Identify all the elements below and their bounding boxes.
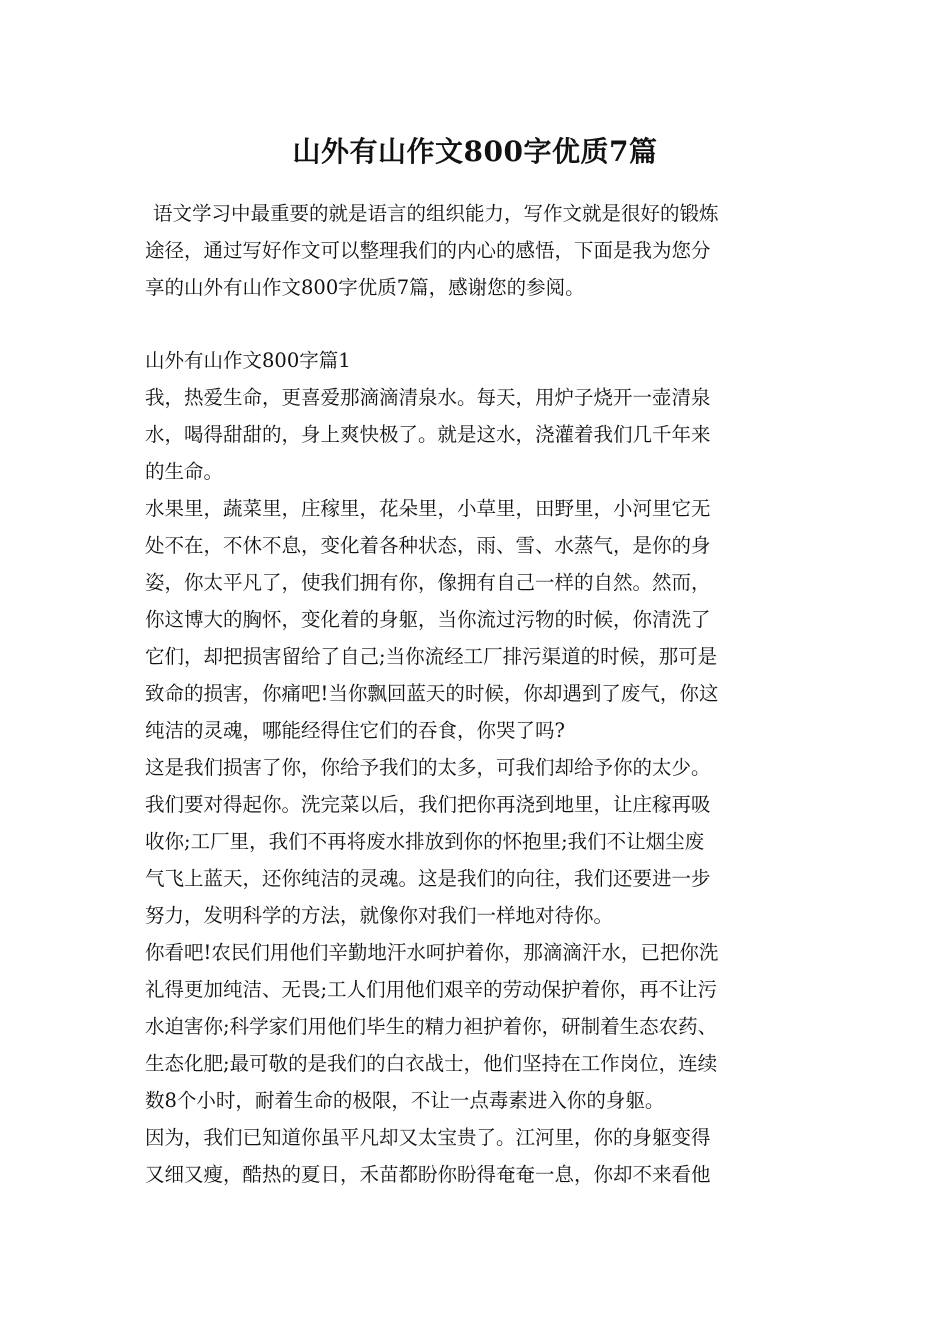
body-line: 生态化肥;最可敬的是我们的白衣战士，他们坚持在工作岗位，连续 xyxy=(145,1052,718,1075)
body-line: 收你;工厂里，我们不再将废水排放到你的怀抱里;我们不让烟尘废 xyxy=(145,830,705,853)
body-line: 它们，却把损害留给了自己;当你流经工厂排污渠道的时候，那可是 xyxy=(145,645,718,668)
body-line: 姿，你太平凡了，使我们拥有你，像拥有自己一样的自然。然而， xyxy=(145,571,711,594)
body-line: 这是我们损害了你，你给予我们的太多，可我们却给予你的太少。 xyxy=(145,756,711,779)
body-line: 你看吧!农民们用他们辛勤地汗水呵护着你，那滴滴汗水，已把你洗 xyxy=(145,941,719,964)
body-line: 因为，我们已知道你虽平凡却又太宝贵了。江河里，你的身躯变得 xyxy=(145,1126,711,1149)
intro-line: 途径，通过写好作文可以整理我们的内心的感悟，下面是我为您分 xyxy=(145,239,711,262)
section-heading: 山外有山作文800字篇1 xyxy=(145,349,351,372)
body-line: 水迫害你;科学家们用他们毕生的精力袒护着你，研制着生态农药、 xyxy=(145,1015,718,1038)
body-line: 又细又瘦，酷热的夏日，禾苗都盼你盼得奄奄一息，你却不来看他 xyxy=(145,1163,711,1186)
body-line: 气飞上蓝天，还你纯洁的灵魂。这是我们的向往，我们还要进一步 xyxy=(145,867,711,890)
essay-section xyxy=(145,342,810,1193)
body-line: 致命的损害，你痛吧!当你飘回蓝天的时候，你却遇到了废气，你这 xyxy=(145,682,719,705)
body-line: 的生命。 xyxy=(145,460,224,483)
intro-line: 享的山外有山作文800字优质7篇，感谢您的参阅。 xyxy=(145,276,585,299)
intro-line: 语文学习中最重要的就是语言的组织能力，写作文就是很好的锻炼 xyxy=(153,202,719,225)
body-line: 礼得更加纯洁、无畏;工人们用他们艰辛的劳动保护着你，再不让污 xyxy=(145,978,718,1001)
intro-paragraph xyxy=(145,195,810,306)
body-line: 我，热爱生命，更喜爱那滴滴清泉水。每天，用炉子烧开一壶清泉 xyxy=(145,386,711,409)
body-line: 纯洁的灵魂，哪能经得住它们的吞食，你哭了吗? xyxy=(145,719,565,742)
document-title: 山外有山作文800字优质7篇 xyxy=(292,135,658,168)
body-line: 你这博大的胸怀，变化着的身躯，当你流过污物的时候，你清洗了 xyxy=(145,608,711,631)
body-line: 水，喝得甜甜的，身上爽快极了。就是这水，浇灌着我们几千年来 xyxy=(145,423,711,446)
body-line: 我们要对得起你。洗完菜以后，我们把你再浇到地里，让庄稼再吸 xyxy=(145,793,711,816)
body-line: 处不在，不休不息，变化着各种状态，雨、雪、水蒸气，是你的身 xyxy=(145,534,711,557)
body-line: 努力，发明科学的方法，就像你对我们一样地对待你。 xyxy=(145,904,614,927)
body-line: 数8个小时，耐着生命的极限，不让一点毒素进入你的身躯。 xyxy=(145,1089,665,1112)
body-line: 水果里，蔬菜里，庄稼里，花朵里，小草里，田野里，小河里它无 xyxy=(145,497,711,520)
